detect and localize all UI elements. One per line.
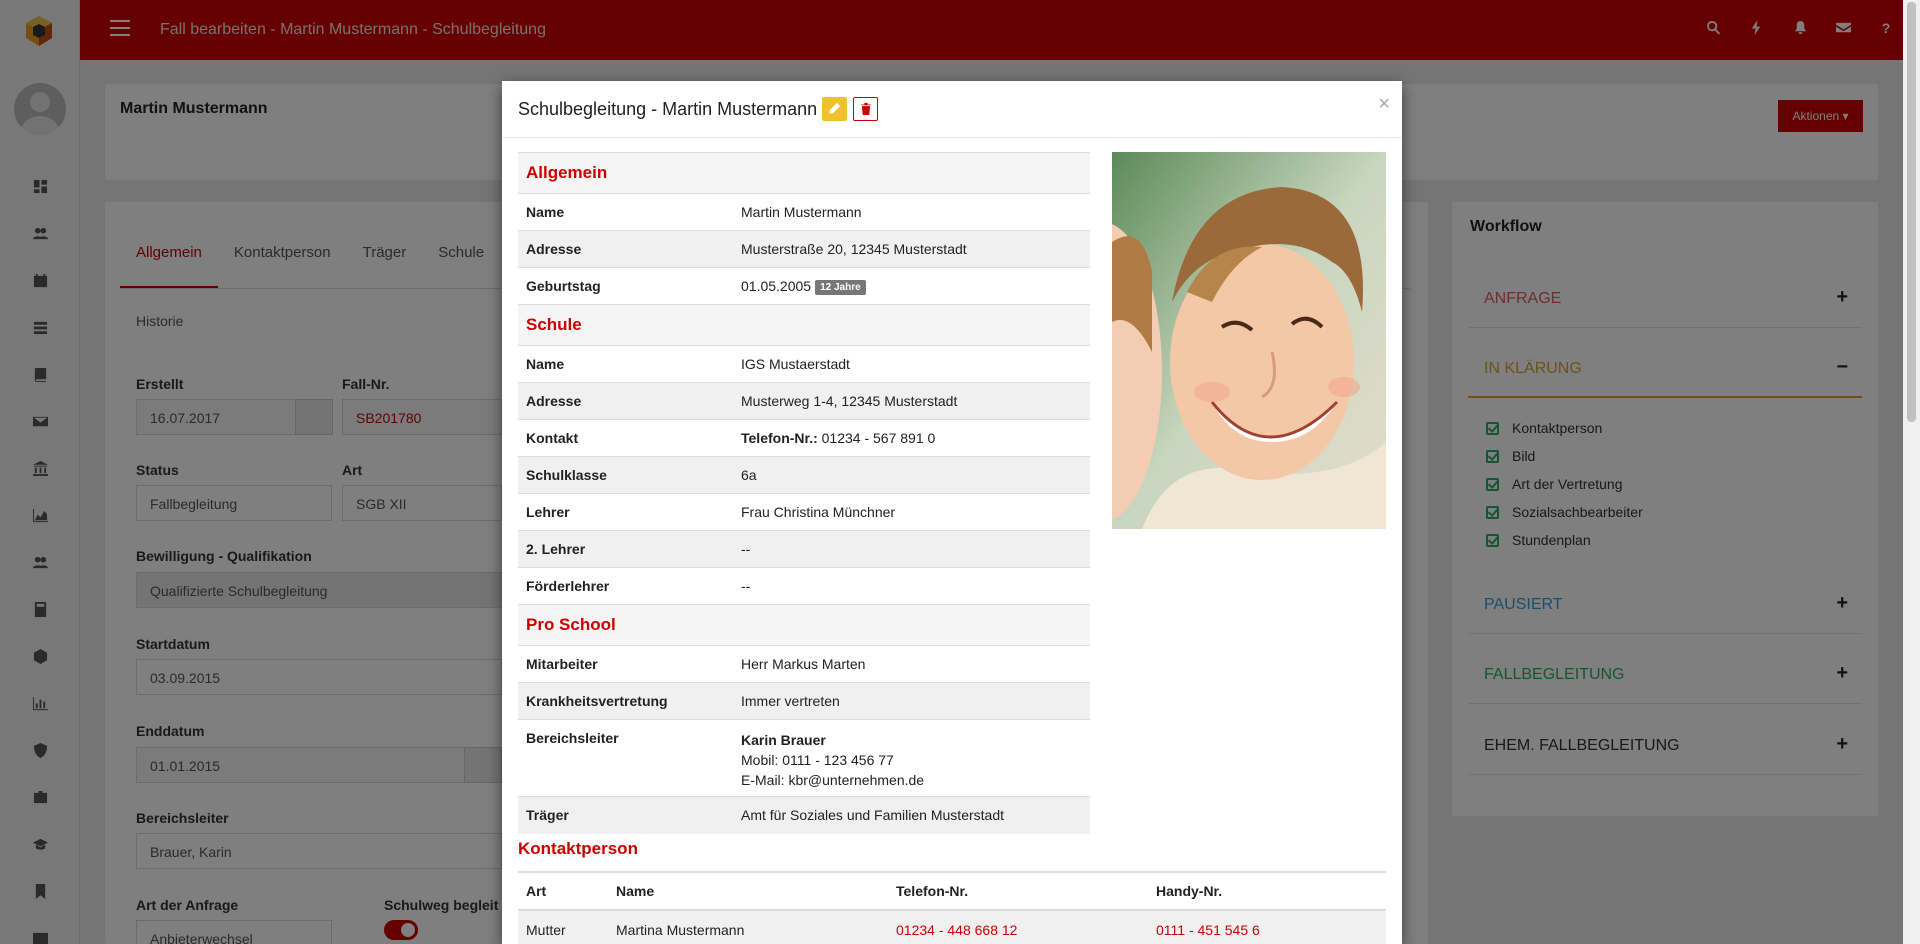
section-schule: Schule <box>518 305 1090 346</box>
section-row <box>518 153 1090 194</box>
kontaktperson-title: Kontaktperson <box>518 839 638 858</box>
bereichsleiter-mobil: Mobil: 0111 - 123 456 77 <box>741 752 894 768</box>
kontaktperson-table <box>518 871 1386 944</box>
scrollbar[interactable] <box>1903 0 1920 944</box>
case-info-table <box>518 152 1090 834</box>
trash-icon <box>860 102 872 115</box>
birthday-value: 01.05.2005 <box>741 277 812 294</box>
table-header-row <box>518 872 1386 910</box>
table-row: Träger Amt für Soziales und Familien Musterstadt <box>518 797 1090 834</box>
scrollbar-thumb[interactable] <box>1907 2 1916 422</box>
table-row: Krankheitsvertretung Immer vertreten <box>518 683 1090 720</box>
table-row: Schulklasse 6a <box>518 457 1090 494</box>
table-row: 2. Lehrer -- <box>518 531 1090 568</box>
child-photo <box>1112 152 1386 529</box>
bereichsleiter-name: Karin Brauer <box>741 732 826 748</box>
table-row: Lehrer Frau Christina Münchner <box>518 494 1090 531</box>
bereichsleiter-email: E-Mail: kbr@unternehmen.de <box>741 772 925 788</box>
section-allgemein: Allgemein <box>518 153 1090 194</box>
case-detail-modal <box>502 81 1402 944</box>
close-icon[interactable]: × <box>1378 93 1390 115</box>
section-row <box>518 305 1090 346</box>
age-badge: 12 Jahre <box>815 280 866 295</box>
table-row: Adresse Musterweg 1-4, 12345 Musterstadt <box>518 383 1090 420</box>
phone-link[interactable]: 01234 - 448 668 12 <box>888 910 1148 944</box>
col-name: Name <box>608 872 888 910</box>
phone-value: 01234 - 567 891 0 <box>817 430 936 446</box>
table-row: Adresse Musterstraße 20, 12345 Musterstadt <box>518 231 1090 268</box>
col-handy: Handy-Nr. <box>1148 872 1386 910</box>
section-pro-school: Pro School <box>518 605 1090 646</box>
pencil-icon <box>828 102 841 115</box>
table-row: Name Martin Mustermann <box>518 194 1090 231</box>
col-art: Art <box>518 872 608 910</box>
mobile-link[interactable]: 0111 - 451 545 6 <box>1148 910 1386 944</box>
table-row: Name IGS Mustaerstadt <box>518 346 1090 383</box>
table-row: Mitarbeiter Herr Markus Marten <box>518 646 1090 683</box>
table-row: Kontakt Telefon-Nr.: 01234 - 567 891 0 <box>518 420 1090 457</box>
table-row: Förderlehrer -- <box>518 568 1090 605</box>
modal-title: Schulbegleitung - Martin Mustermann <box>518 99 818 119</box>
col-telefon: Telefon-Nr. <box>888 872 1148 910</box>
table-row: Geburtstag 01.05.2005 12 Jahre <box>518 268 1090 305</box>
edit-button[interactable] <box>822 97 847 121</box>
table-row: Mutter Martina Mustermann 01234 - 448 668 12 0111 - 451 545 6 <box>518 910 1386 944</box>
table-row: Bereichsleiter Karin Brauer Mobil: 0111 - 123 456 77 E-Mail: kbr@unternehmen.de <box>518 720 1090 797</box>
section-row <box>518 605 1090 646</box>
phone-prefix: Telefon-Nr.: <box>741 430 818 446</box>
modal-header <box>502 81 1402 138</box>
delete-button[interactable] <box>853 97 878 121</box>
